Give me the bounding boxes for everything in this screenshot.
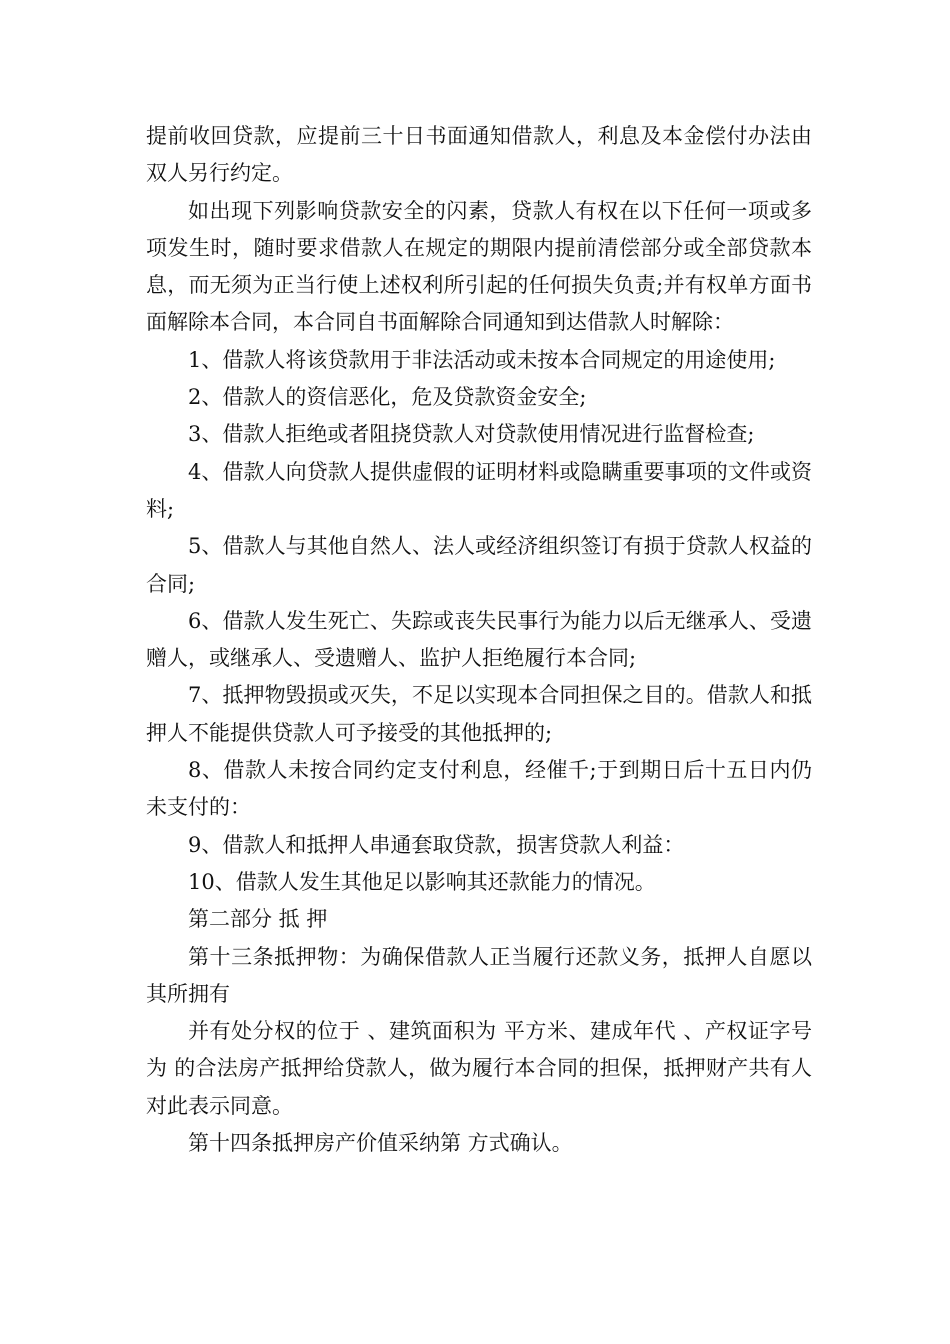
list-item-2: 2、借款人的资信恶化，危及贷款资金安全; bbox=[188, 385, 587, 410]
list-item-8: 8、借款人未按合同约定支付利息，经催千;于到期日后十五日内仍未支付的： bbox=[146, 758, 812, 820]
list-item-9: 9、借款人和抵押人串通套取贷款，损害贷款人利益： bbox=[188, 832, 685, 857]
list-item-1: 1、借款人将该贷款用于非法活动或未按本合同规定的用途使用; bbox=[188, 347, 776, 372]
section-heading: 第二部分 抵 押 bbox=[188, 907, 328, 932]
article-13-continuation: 并有处分权的位于 、建筑面积为 平方米、建成年代 、产权证字号为 的合法房产抵押给贷款人，做为履行本合同的担保，抵押财产共有人对此表示同意。 bbox=[146, 1019, 812, 1118]
paragraph-termination-intro: 如出现下列影响贷款安全的闪素，贷款人有权在以下任何一项或多项发生时，随时要求借款人在规定的期限内提前清偿部分或全部贷款本息，而无须为正当行使上述权利所引起的任何损失负责;并有权单方面书面解除本合同，本合同自书面解除合同通知到达借款人时解除： bbox=[146, 198, 812, 335]
article-14: 第十四条抵押房产价值采纳第 方式确认。 bbox=[188, 1131, 573, 1156]
paragraph-continuation: 提前收回贷款，应提前三十日书面通知借款人，利息及本金偿付办法由双人另行约定。 bbox=[146, 124, 812, 186]
list-item-5: 5、借款人与其他自然人、法人或经济组织签订有损于贷款人权益的合同; bbox=[146, 534, 812, 596]
list-item-10: 10、借款人发生其他足以影响其还款能力的情况。 bbox=[188, 869, 656, 894]
article-13: 第十三条抵押物：为确保借款人正当履行还款义务，抵押人自愿以其所拥有 bbox=[146, 944, 812, 1006]
list-item-6: 6、借款人发生死亡、失踪或丧失民事行为能力以后无继承人、受遗赠人，或继承人、受遗赠人、监护人拒绝履行本合同; bbox=[146, 608, 812, 671]
list-item-4: 4、借款人向贷款人提供虚假的证明材料或隐瞒重要事项的文件或资料; bbox=[146, 459, 812, 521]
list-item-7: 7、抵押物毁损或灭失，不足以实现本合同担保之目的。借款人和抵押人不能提供贷款人可予接受的其他抵押的; bbox=[146, 683, 812, 745]
document-body bbox=[146, 118, 812, 1162]
list-item-3: 3、借款人拒绝或者阻挠贷款人对贷款使用情况进行监督检查; bbox=[188, 422, 755, 447]
